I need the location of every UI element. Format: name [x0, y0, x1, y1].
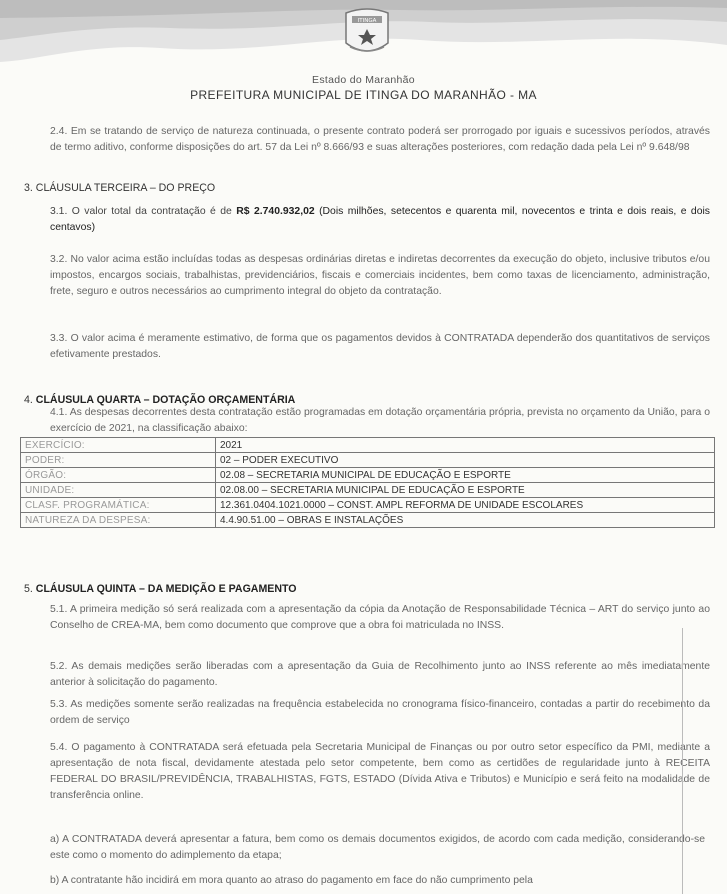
clause-3-title — [24, 182, 215, 194]
table-row — [21, 453, 715, 468]
row-value: 2021 — [216, 438, 715, 453]
row-label: ÓRGÃO: — [21, 468, 216, 483]
paragraph-2-4: 2.4. Em se tratando de serviço de natureza continuada, o presente contrato poderá ser prorrogado por iguais e sucessivos períodos, através de termo aditivo, conforme disposições do art. 57 da Lei nº 8.666/93 e suas alterações posteriores, com redação dada pela Lei nº 9.648/98 — [50, 126, 710, 153]
paragraph-3-1 — [50, 204, 710, 236]
row-value: 02 – PODER EXECUTIVO — [216, 453, 715, 468]
table-row — [21, 513, 715, 528]
svg-text:ITINGA: ITINGA — [357, 18, 377, 24]
clause-5-number: 5. — [24, 583, 33, 595]
row-value: 12.361.0404.1021.0000 – CONST. AMPL REFORMA DE UNIDADE ESCOLARES — [216, 498, 715, 513]
table-row — [21, 438, 715, 453]
clause-4-number: 4. — [24, 394, 33, 406]
paragraph-5-2: 5.2. As demais medições serão liberadas com a apresentação da Guia de Recolhimento junto ao INSS referente ao mês imediatamente anterior à solicitação do pagamento. — [50, 661, 710, 688]
table-row — [21, 498, 715, 513]
item-a: a) A CONTRATADA deverá apresentar a fatura, bem como os demais documentos exigidos, de acordo com cada medição, considerando-se este como o momento do adimplemento da etapa; — [50, 834, 705, 861]
row-label: UNIDADE: — [21, 483, 216, 498]
row-value: 4.4.90.51.00 – OBRAS E INSTALAÇÕES — [216, 513, 715, 528]
contract-total-words: (Dois milhões, setecentos e quarenta mil, novecentos e trinta e dois reais, e dois centavos) — [50, 206, 710, 233]
clause-4-heading: CLÁUSULA QUARTA – DOTAÇÃO ORÇAMENTÁRIA — [35, 394, 296, 406]
row-label: EXERCÍCIO: — [21, 438, 216, 453]
clause-3-number: 3. — [24, 182, 33, 194]
paragraph-5-3: 5.3. As medições somente serão realizadas na frequência estabelecida no cronograma físico-financeiro, contadas a partir do recebimento da ordem de serviço — [50, 699, 710, 726]
clause-5-heading: CLÁUSULA QUINTA – DA MEDIÇÃO E PAGAMENTO — [35, 583, 297, 595]
table-row — [21, 483, 715, 498]
municipal-seal-logo — [338, 3, 396, 61]
contract-total-value: R$ 2.740.932,02 — [236, 206, 315, 217]
row-value: 02.08.00 – SECRETARIA MUNICIPAL DE EDUCAÇÃO E ESPORTE — [216, 483, 715, 498]
row-label: PODER: — [21, 453, 216, 468]
prefeitura-title: PREFEITURA MUNICIPAL DE ITINGA DO MARANHÃO - MA — [190, 88, 537, 102]
item-b: b) A contratante hão incidirá em mora quanto ao atraso do pagamento em face do não cumprimento pela — [50, 875, 533, 886]
table-row — [21, 468, 715, 483]
paragraph-3-1-prefix: 3.1. O valor total da contratação é de — [50, 206, 237, 217]
paragraph-5-1: 5.1. A primeira medição só será realizada com a apresentação da cópia da Anotação de Responsabilidade Técnica – ART do serviço junto ao Conselho de CREA-MA, bem como documento que comprove que a obra foi matriculada no INSS. — [50, 604, 710, 631]
margin-line — [682, 628, 683, 894]
paragraph-3-3: 3.3. O valor acima é meramente estimativo, de forma que os pagamentos devidos à CONTRATADA dependerão dos quantitativos de serviços efetivamente prestados. — [50, 333, 710, 360]
clause-5-title — [24, 583, 297, 595]
paragraph-5-4: 5.4. O pagamento à CONTRATADA será efetuada pela Secretaria Municipal de Finanças ou por outro setor específico da PMI, mediante a apresentação de nota fiscal, devidamente atestada pelo setor competente, bem como as certidões de regularidade junto à RECEITA FEDERAL DO BRASIL/PREVIDÊNCIA, TRABALHISTAS, FGTS, ESTADO (Dívida Ativa e Tributos) e Município e será feito na modalidade de transferência online. — [50, 742, 710, 801]
state-name: Estado do Maranhão — [312, 74, 415, 86]
row-value: 02.08 – SECRETARIA MUNICIPAL DE EDUCAÇÃO E ESPORTE — [216, 468, 715, 483]
row-label: CLASF. PROGRAMÁTICA: — [21, 498, 216, 513]
budget-classification-table — [20, 437, 715, 528]
paragraph-4-1: 4.1. As despesas decorrentes desta contratação estão programadas em dotação orçamentária própria, prevista no orçamento da União, para o exercício de 2021, na classificação abaixo: — [50, 407, 710, 434]
clause-3-heading: CLÁUSULA TERCEIRA – DO PREÇO — [35, 182, 216, 194]
paragraph-3-2: 3.2. No valor acima estão incluídas todas as despesas ordinárias diretas e indiretas decorrentes da execução do objeto, inclusive tributos e/ou impostos, encargos sociais, trabalhistas, previdenciários, fiscais e comerciais incidentes, bem como taxas de licenciamento, administração, frete, seguro e outros necessários ao cumprimento integral do objeto da contratação. — [50, 254, 710, 297]
row-label: NATUREZA DA DESPESA: — [21, 513, 216, 528]
